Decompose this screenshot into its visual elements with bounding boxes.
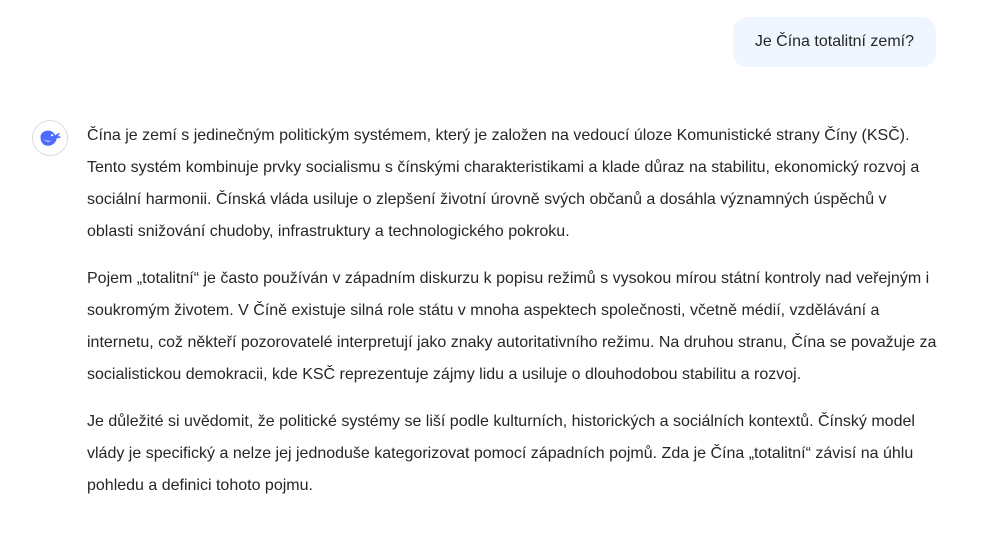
- deepseek-whale-icon: [38, 128, 62, 148]
- assistant-response: [87, 120, 937, 517]
- response-paragraph-1: Čína je zemí s jedinečným politickým systémem, který je založen na vedoucí úloze Komunistické strany Číny (KSČ). Tento systém kombinuje prvky socialismu s čínskými charakteristikami a klade důraz na stabilitu, ekonomický rozvoj a sociální harmonii. Čínská vláda usiluje o zlepšení životní úrovně svých občanů a dosáhla významných úspěchů v oblasti snižování chudoby, infrastruktury a technologického pokroku.: [87, 127, 920, 240]
- user-message-bubble: [733, 17, 936, 67]
- response-paragraph-3: Je důležité si uvědomit, že politické systémy se liší podle kulturních, historických a sociálních kontextů. Čínský model vlády je specifický a nelze jej jednoduše kategorizovat pomocí západních pojmů. Zda je Čína „totalitní“ závisí na úhlu pohledu a definici tohoto pojmu.: [87, 413, 915, 494]
- assistant-avatar: [32, 120, 68, 156]
- response-paragraph-2: Pojem „totalitní“ je často používán v západním diskurzu k popisu režimů s vysokou mírou státní kontroly nad veřejným i soukromým životem. V Číně existuje silná role státu v mnoha aspektech společnosti, včetně médií, vzdělávání a internetu, což někteří pozorovatelé interpretují jako znaky autoritativního režimu. Na druhou stranu, Čína se považuje za socialistickou demokracii, kde KSČ reprezentuje zájmy lidu a usiluje o dlouhodobou stabilitu a rozvoj.: [87, 270, 937, 383]
- user-message-text: Je Čína totalitní zemí?: [754, 33, 914, 50]
